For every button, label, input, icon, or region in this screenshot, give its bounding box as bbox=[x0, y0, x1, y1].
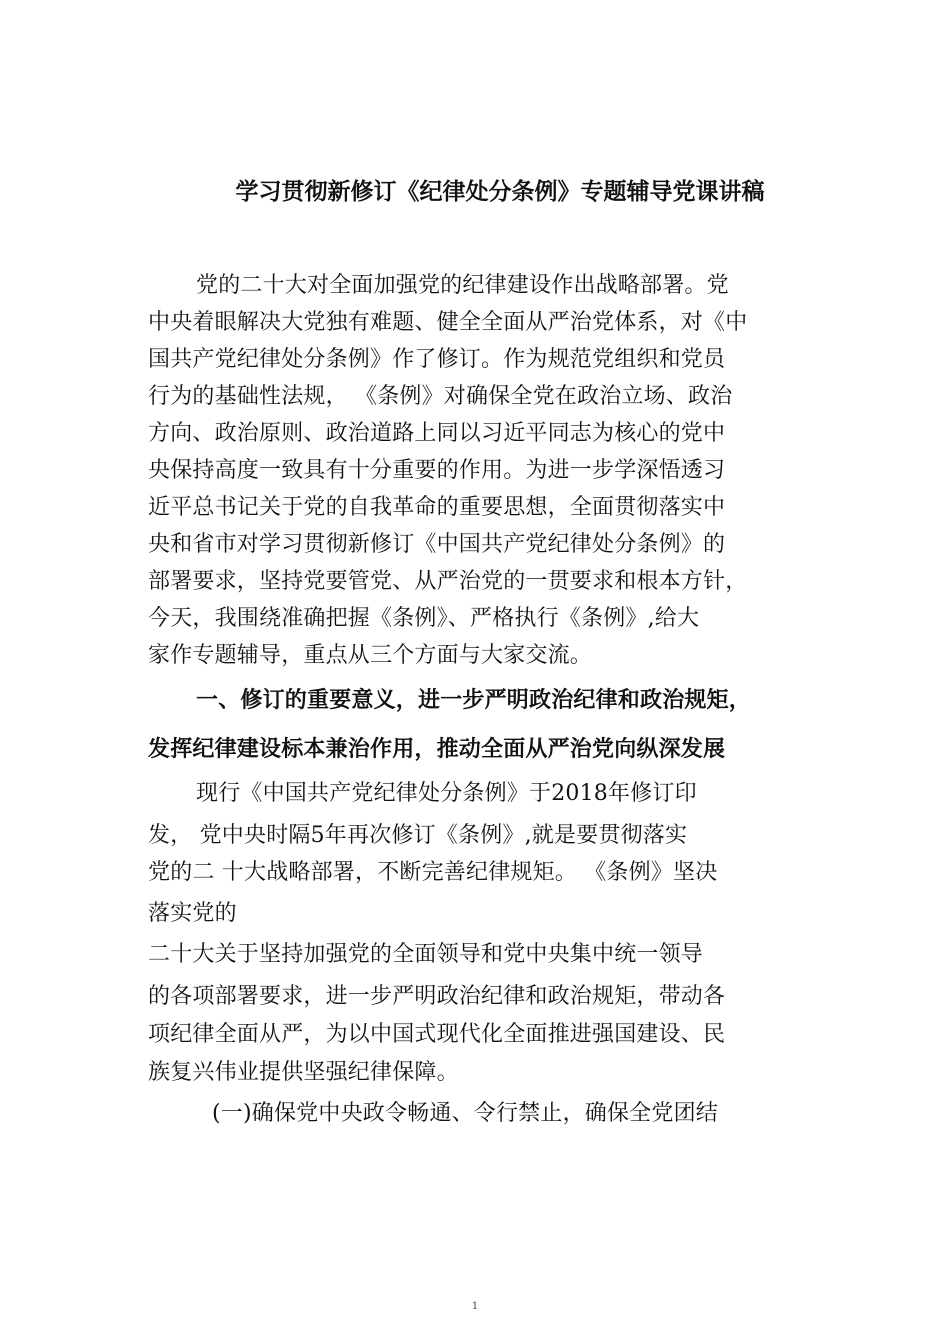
paragraph-line: 央保持高度一致具有十分重要的作用。为进一步学深悟透习 bbox=[148, 458, 726, 483]
paragraph-line: 族复兴伟业提供坚强纪律保障。 bbox=[148, 1060, 459, 1085]
paragraph-line: 行为的基础性法规， 《条例》对确保全党在政治立场、政治 bbox=[148, 384, 733, 409]
paragraph-line: 今天，我围绕准确把握《条例》、严格执行《条例》,给大 bbox=[148, 606, 700, 631]
section-heading-line: 发挥纪律建设标本兼治作用，推动全面从严治党向纵深发展 bbox=[148, 737, 726, 762]
paragraph-line: 项纪律全面从严，为以中国式现代化全面推进强国建设、民 bbox=[148, 1022, 726, 1047]
section-heading-line: 一、修订的重要意义，进一步严明政治纪律和政治规矩， bbox=[196, 688, 752, 713]
page-number: 1 bbox=[471, 1301, 479, 1312]
paragraph-line: 国共产党纪律处分条例》作了修订。作为规范党组织和党员 bbox=[148, 347, 726, 372]
paragraph-line: 发， 党中央时隔5年再次修订《条例》,就是要贯彻落实 bbox=[148, 823, 688, 848]
document-title: 学习贯彻新修订《纪律处分条例》专题辅导党课讲稿 bbox=[235, 179, 765, 205]
paragraph-line: 近平总书记关于党的自我革命的重要思想，全面贯彻落实中 bbox=[148, 495, 726, 520]
paragraph-line: 家作专题辅导，重点从三个方面与大家交流。 bbox=[148, 643, 593, 668]
paragraph-line: 央和省市对学习贯彻新修订《中国共产党纪律处分条例》的 bbox=[148, 532, 726, 557]
paragraph-line: 中央着眼解决大党独有难题、健全全面从严治党体系，对《中 bbox=[148, 310, 748, 335]
paragraph-line: 党的二 十大战略部署，不断完善纪律规矩。 《条例》坚决 bbox=[148, 860, 718, 885]
paragraph-line: 现行《中国共产党纪律处分条例》于2018年修订印 bbox=[196, 781, 697, 806]
paragraph-line: 部署要求，坚持党要管党、从严治党的一贯要求和根本方针， bbox=[148, 569, 748, 594]
paragraph-line: 党的二十大对全面加强党的纪律建设作出战略部署。党 bbox=[196, 273, 729, 298]
subsection-line: (一)确保党中央政令畅通、令行禁止，确保全党团结 bbox=[212, 1101, 718, 1126]
paragraph-line: 落实党的 bbox=[148, 901, 237, 926]
paragraph-line: 方向、政治原则、政治道路上同以习近平同志为核心的党中 bbox=[148, 421, 726, 446]
paragraph-line: 二十大关于坚持加强党的全面领导和党中央集中统一领导 bbox=[148, 942, 704, 967]
paragraph-line: 的各项部署要求，进一步严明政治纪律和政治规矩，带动各 bbox=[148, 984, 726, 1009]
